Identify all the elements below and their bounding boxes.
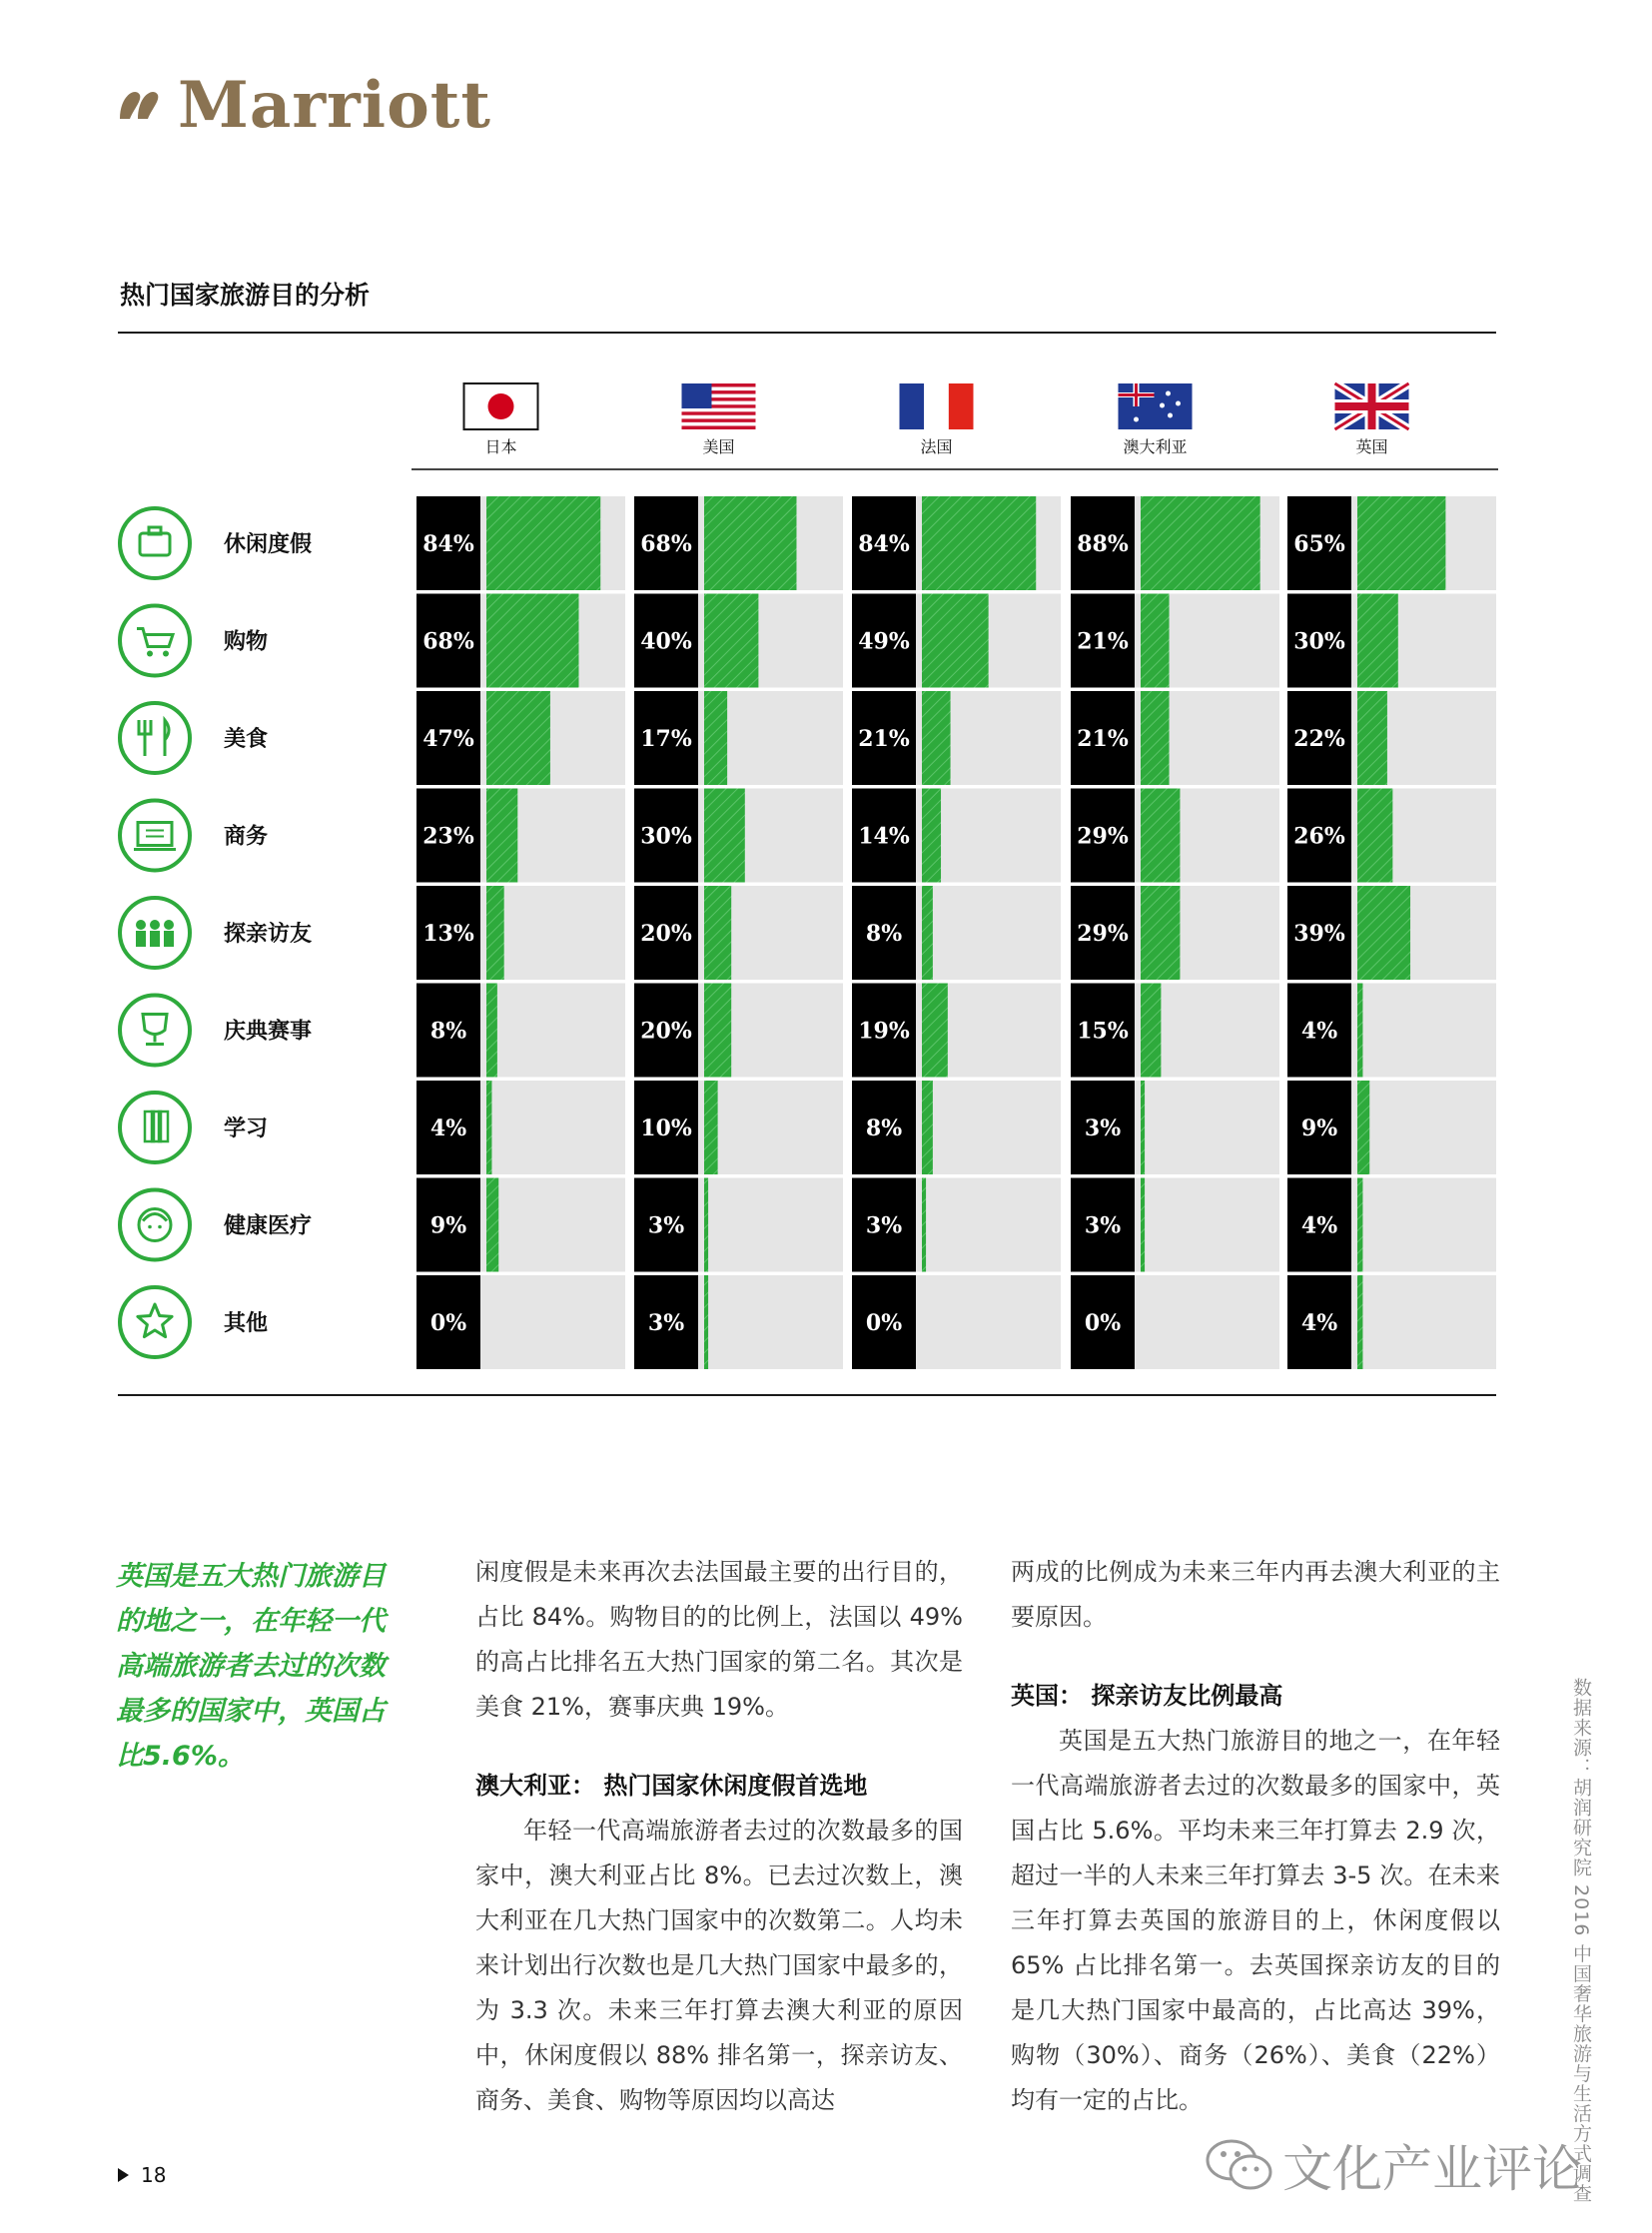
sidebar-quote: 英国是五大热门旅游目的地之一，在年轻一代高端旅游者去过的次数最多的国家中，英国占比5.6%。	[116, 1561, 386, 1772]
value-label: 26%	[1293, 823, 1345, 850]
shopping-cart-icon	[120, 606, 190, 676]
value-label: 68%	[422, 628, 474, 655]
bar	[922, 789, 941, 883]
country-label: 日本	[484, 437, 517, 456]
value-label: 29%	[1077, 823, 1129, 850]
value-label: 15%	[1077, 1018, 1129, 1045]
value-label: 65%	[1293, 531, 1345, 557]
bar	[704, 1178, 708, 1272]
watermark-text: 文化产业评论	[1282, 2140, 1582, 2198]
category-label: 商务	[224, 824, 269, 850]
page-number	[118, 2163, 166, 2187]
value-label: 3%	[1084, 1212, 1122, 1239]
col2-heading: 英国： 探亲访友比例最高	[1011, 1682, 1283, 1710]
star-icon	[120, 1287, 190, 1357]
data-source-note: 数据来源：胡润研究院 2016 中国奢华旅游与生活方式调查	[1570, 1678, 1592, 2204]
bar	[704, 886, 731, 980]
bar	[922, 1081, 933, 1174]
bar	[486, 691, 550, 785]
value-label: 19%	[858, 1018, 910, 1045]
bar	[922, 984, 948, 1078]
col2-paragraph-1: 两成的比例成为未来三年内再去澳大利亚的主要原因。	[1011, 1558, 1500, 1631]
bar	[704, 984, 731, 1078]
value-label: 4%	[429, 1116, 467, 1141]
value-label: 4%	[1300, 1212, 1338, 1239]
value-label: 3%	[865, 1212, 903, 1239]
bar	[1357, 984, 1362, 1078]
australia-flag-icon	[1119, 383, 1193, 429]
value-label: 8%	[429, 1018, 467, 1045]
value-label: 4%	[1300, 1310, 1338, 1336]
country-label: 法国	[920, 437, 953, 456]
bar	[922, 691, 951, 785]
article-column-1	[475, 1550, 963, 2123]
france-flag-icon	[900, 383, 974, 429]
bar	[1141, 789, 1180, 883]
country-label: 美国	[702, 437, 735, 456]
value-label: 9%	[1300, 1116, 1338, 1141]
value-label: 9%	[429, 1212, 467, 1239]
value-label: 8%	[865, 1116, 903, 1141]
category-label: 探亲访友	[224, 922, 313, 947]
bar	[1357, 789, 1392, 883]
bar	[704, 496, 796, 590]
category-label: 健康医疗	[224, 1213, 313, 1239]
value-label: 17%	[640, 726, 692, 752]
col2-paragraph-2: 英国是五大热门旅游目的地之一，在年轻一代高端旅游者去过的次数最多的国家中，英国占比 5.6%。平均未来三年打算去 2.9 次，超过一半的人未来三年打算去 3-5 次。在未来三年打算去英国的旅游目的上，休闲度假以 65% 占比排名第一。去英国探亲访友的目的是几大热门国家中最高的，占比高达 39%，购物（30%）、商务（26%）、美食（22%）均有一定的占比。	[1011, 1727, 1500, 2114]
bar	[1357, 1081, 1369, 1174]
fork-knife-icon	[120, 703, 190, 773]
bar	[1141, 691, 1170, 785]
watermark	[1205, 2129, 1582, 2201]
value-label: 10%	[640, 1116, 692, 1141]
business-screen-icon	[120, 801, 190, 871]
value-label: 21%	[1077, 628, 1129, 655]
bar	[1357, 691, 1387, 785]
value-label: 29%	[1077, 921, 1129, 947]
family-icon	[120, 898, 190, 968]
trophy-icon	[120, 996, 190, 1066]
bar	[922, 496, 1036, 590]
bar	[1141, 1081, 1145, 1174]
bar	[1357, 594, 1398, 688]
page-arrow-icon	[118, 2168, 129, 2182]
col1-heading: 澳大利亚： 热门国家休闲度假首选地	[475, 1772, 868, 1800]
value-label: 30%	[1293, 628, 1345, 655]
category-label: 美食	[224, 727, 269, 752]
value-label: 84%	[858, 531, 910, 557]
value-label: 3%	[1084, 1116, 1122, 1141]
category-label: 休闲度假	[224, 532, 313, 557]
article-column-2	[1011, 1550, 1500, 2123]
country-label: 澳大利亚	[1123, 437, 1188, 456]
value-label: 3%	[647, 1310, 685, 1336]
logo-text: Marriott	[178, 67, 491, 143]
col1-paragraph-2: 年轻一代高端旅游者去过的次数最多的国家中，澳大利亚占比 8%。已去过次数上，澳大利亚在几大热门国家中的次数第二。人均未来计划出行次数也是几大热门国家中最多的，为 3.3 次。未来三年打算去澳大利亚的原因中，休闲度假以 88% 排名第一，探亲访友、商务、美食、购物等原因均以高达	[475, 1817, 963, 2114]
value-label: 40%	[640, 628, 692, 655]
value-label: 20%	[640, 921, 692, 947]
bar	[704, 789, 745, 883]
value-label: 49%	[858, 628, 910, 655]
bar	[1357, 496, 1445, 590]
value-label: 0%	[1084, 1310, 1122, 1336]
japan-flag-icon	[464, 383, 538, 429]
books-icon	[120, 1093, 190, 1162]
bar	[1141, 886, 1180, 980]
uk-flag-icon	[1335, 383, 1409, 429]
bar	[486, 594, 578, 688]
bar	[922, 594, 989, 688]
category-label: 学习	[224, 1116, 269, 1141]
value-label: 0%	[865, 1310, 903, 1336]
bar	[922, 1178, 926, 1272]
bar	[1141, 1178, 1145, 1272]
bar	[486, 1178, 498, 1272]
suitcase-icon	[120, 508, 190, 578]
col1-paragraph-1: 闲度假是未来再次去法国最主要的出行目的，占比 84%。购物目的的比例上，法国以 49% 的高占比排名五大热门国家的第二名。其次是美食 21%，赛事庆典 19%。	[475, 1558, 963, 1721]
value-label: 8%	[865, 921, 903, 947]
value-label: 21%	[1077, 726, 1129, 752]
value-label: 39%	[1293, 921, 1345, 947]
bar	[922, 886, 933, 980]
bar	[486, 984, 497, 1078]
page-number-text: 18	[141, 2163, 167, 2187]
bar	[704, 691, 727, 785]
value-label: 0%	[429, 1310, 467, 1336]
value-label: 88%	[1077, 531, 1129, 557]
value-label: 14%	[858, 823, 910, 850]
bar	[704, 594, 758, 688]
usa-flag-icon	[682, 383, 756, 429]
wechat-icon	[1205, 2136, 1274, 2194]
bar	[1357, 1178, 1362, 1272]
face-mask-icon	[120, 1190, 190, 1260]
country-label: 英国	[1355, 437, 1388, 456]
bar	[1357, 1275, 1362, 1369]
category-label: 其他	[224, 1311, 269, 1336]
bar	[486, 886, 504, 980]
bar	[486, 1081, 491, 1174]
value-label: 68%	[640, 531, 692, 557]
section-title: 热门国家旅游目的分析	[120, 281, 371, 310]
bar	[486, 789, 517, 883]
bar	[1141, 984, 1161, 1078]
value-label: 47%	[422, 726, 474, 752]
value-label: 23%	[422, 823, 474, 850]
bar	[1141, 496, 1260, 590]
category-label: 购物	[224, 629, 269, 655]
value-label: 30%	[640, 823, 692, 850]
value-label: 13%	[422, 921, 474, 947]
value-label: 20%	[640, 1018, 692, 1045]
value-label: 84%	[422, 531, 474, 557]
bar	[704, 1081, 718, 1174]
value-label: 22%	[1293, 726, 1345, 752]
category-label: 庆典赛事	[224, 1019, 313, 1045]
value-label: 21%	[858, 726, 910, 752]
bar	[1141, 594, 1170, 688]
bar	[486, 496, 600, 590]
value-label: 3%	[647, 1212, 685, 1239]
bar	[704, 1275, 708, 1369]
bar	[1357, 886, 1410, 980]
value-label: 4%	[1300, 1018, 1338, 1045]
